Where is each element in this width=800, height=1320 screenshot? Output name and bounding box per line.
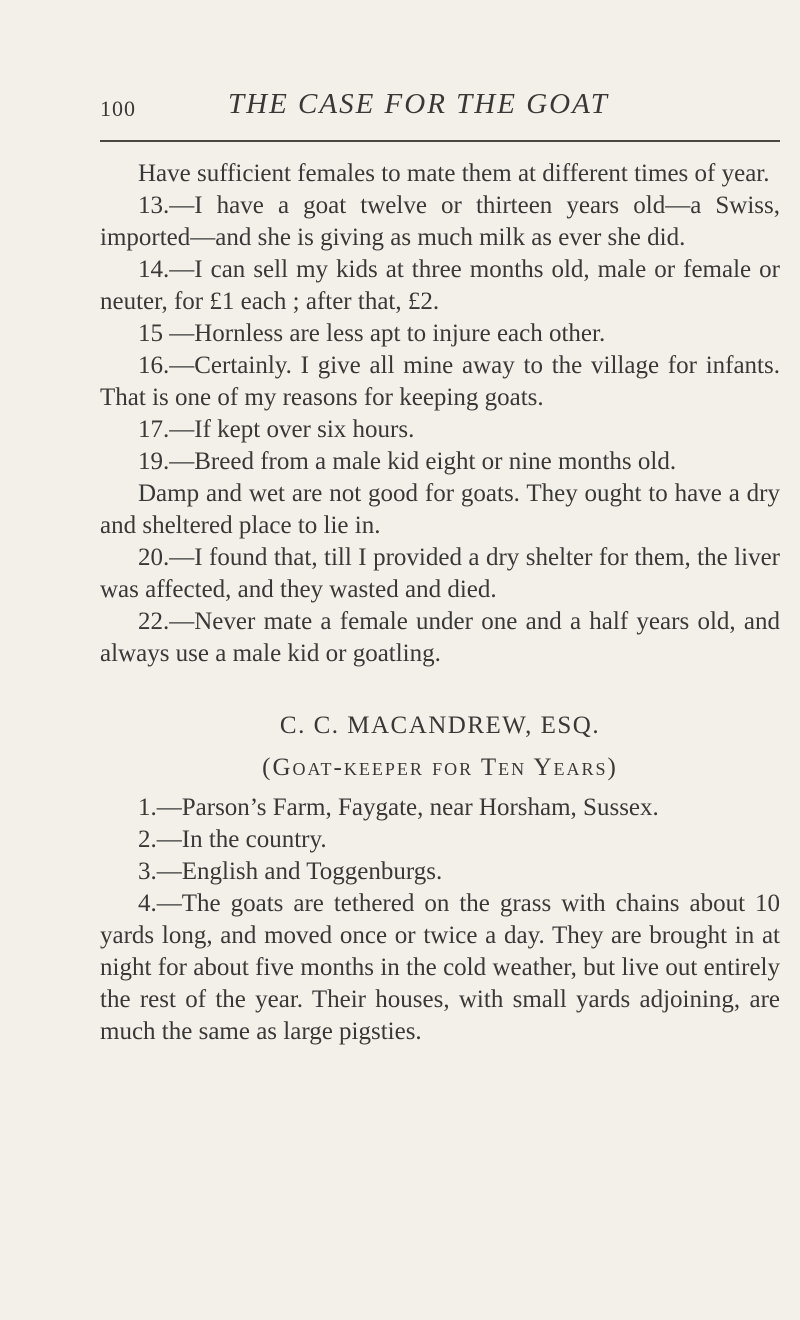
paragraph: Have sufficient females to mate them at different times of year. [138, 160, 770, 187]
header-rule [100, 140, 780, 142]
paragraph: 20.—I found that, till I provided a dry shelter for them, the liver was affected, and they wasted and died. [100, 544, 780, 603]
body-text [100, 158, 780, 1048]
paragraph: 16.—Certainly. I give all mine away to the village for infants. That is one of my reasons for keeping goats. [100, 352, 780, 411]
page-header [100, 88, 780, 128]
paragraph: 13.—I have a goat twelve or thirteen years old—a Swiss, imported—and she is giving as much milk as ever she did. [100, 192, 780, 251]
paragraph: Damp and wet are not good for goats. They ought to have a dry and sheltered place to lie in. [100, 480, 780, 539]
paragraph: 14.—I can sell my kids at three months old, male or female or neuter, for £1 each ; after that, £2. [100, 256, 780, 315]
section-subheading: (Goat-keeper for Ten Years) [262, 754, 618, 781]
page-number: 100 [100, 96, 136, 121]
running-title: THE CASE FOR THE GOAT [228, 88, 609, 120]
paragraph: 4.—The goats are tethered on the grass with chains about 10 yards long, and moved once or twice a day. They are brought in at night for about five months in the cold weather, but live out entirely the rest of the year. Their houses, with small yards adjoining, are much the same as large pigsties. [100, 890, 780, 1045]
paragraph: 1.—Parson’s Farm, Faygate, near Horsham, Sussex. [138, 794, 659, 821]
paragraph: 22.—Never mate a female under one and a half years old, and always use a male kid or goatling. [100, 608, 780, 667]
paragraph: 17.—If kept over six hours. [138, 416, 415, 443]
section-heading: C. C. MACANDREW, ESQ. [279, 712, 601, 739]
paragraph: 19.—Breed from a male kid eight or nine months old. [138, 448, 677, 475]
paragraph: 2.—In the country. [138, 826, 327, 853]
paragraph: 3.—English and Toggenburgs. [138, 858, 443, 885]
paragraph: 15 —Hornless are less apt to injure each other. [138, 320, 606, 347]
